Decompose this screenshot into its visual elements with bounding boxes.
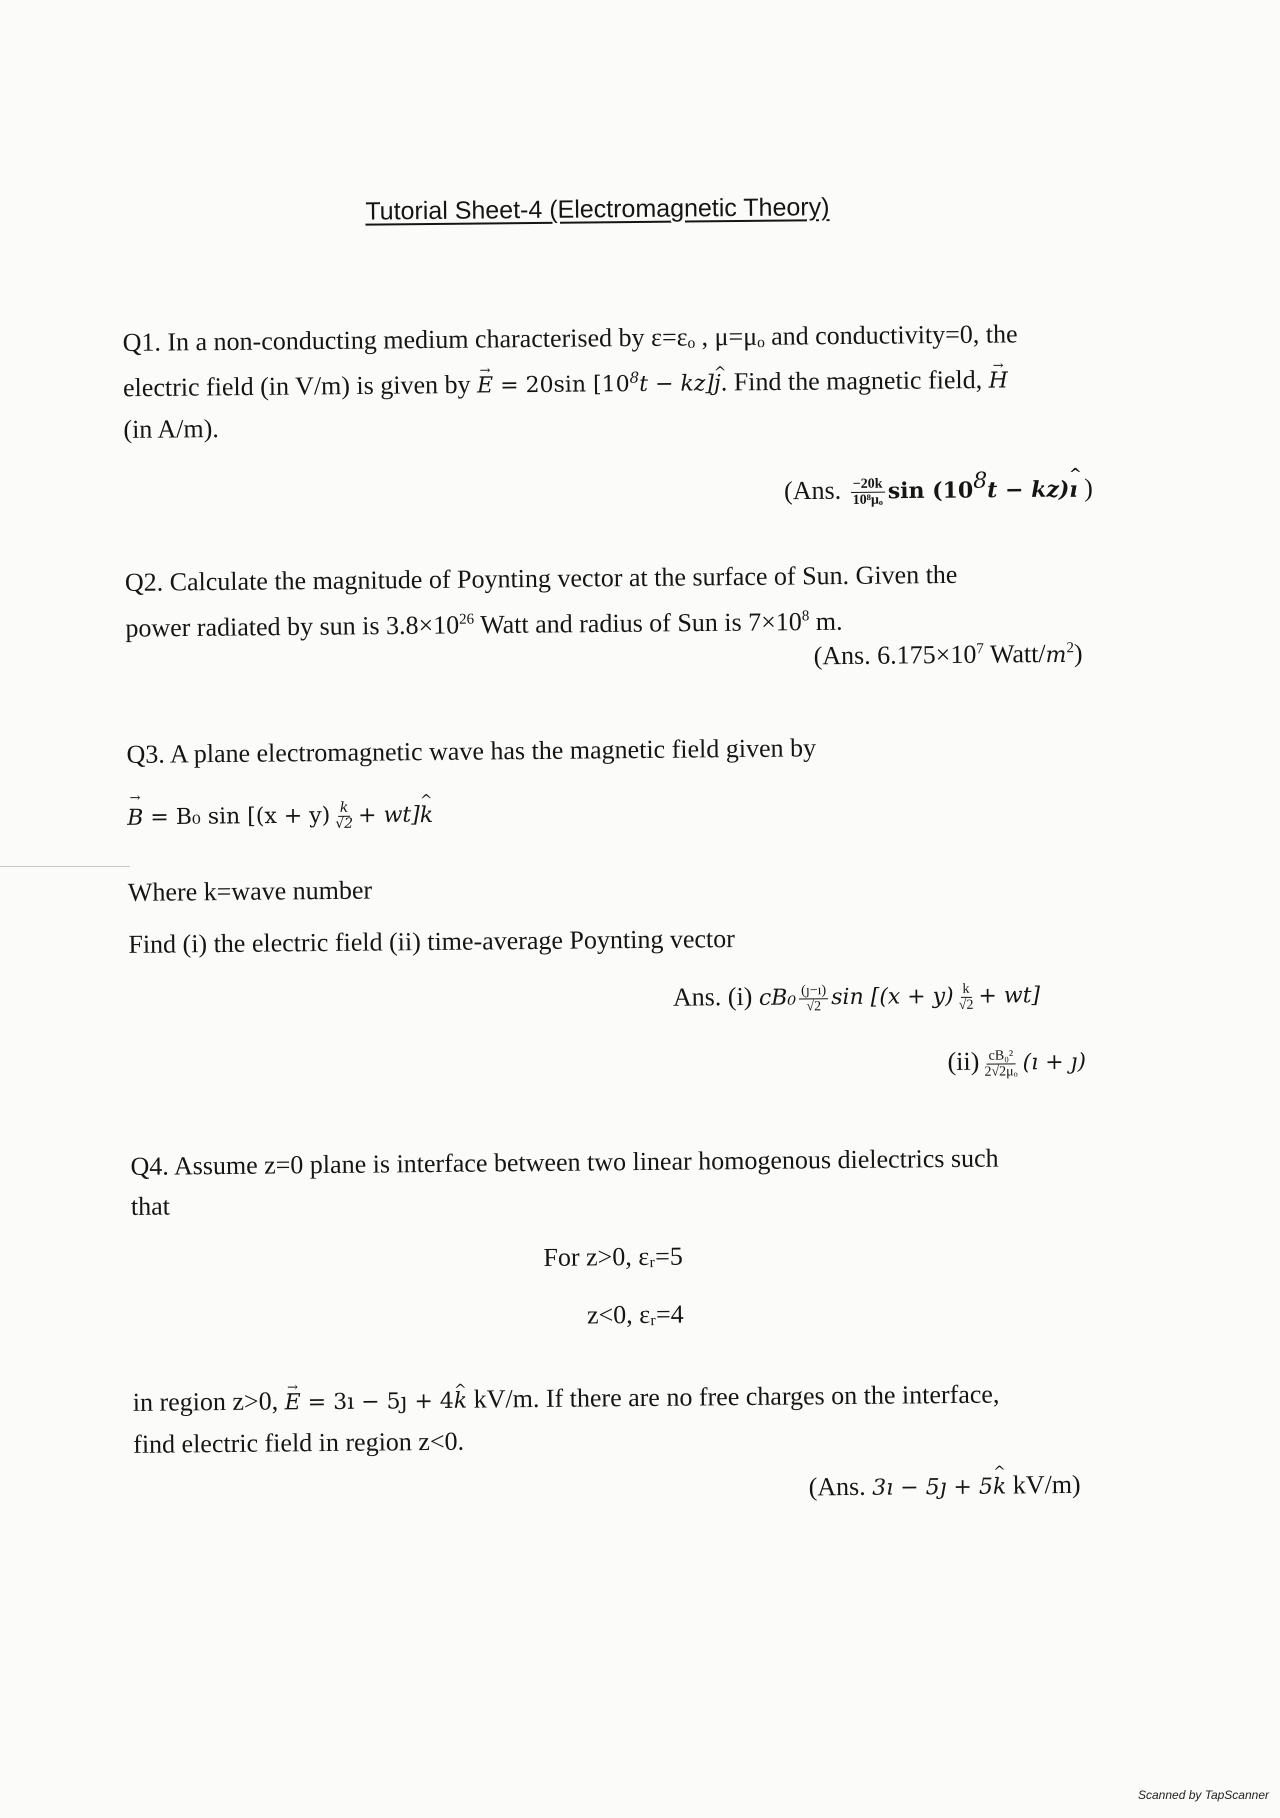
q2-answer: (Ans. $6.175\times 10^7$ Watt/$m^2$) (813, 638, 1083, 671)
q3-answer-2: (ii) $\frac{\text{cB₀²}}{\text{2√2μₒ}}$ (ı + ȷ) (947, 1046, 1087, 1080)
q2-line-2: power radiated by sun is $3.8\times 10^{26}$ Watt and radius of Sun is $7\times 10^8$ m. (125, 606, 843, 643)
question-3-line-1: Q3. A plane electromagnetic wave has the magnetic field given by (126, 733, 817, 769)
q1-line-2: electric field (in V/m) is given by → E = 20sin [$10^8t$ − kz]^ j. Find the magnetic field, → H (123, 353, 1123, 410)
question-1 (122, 313, 1123, 450)
q4-condition-2: z<0, εᵣ=4 (586, 1299, 684, 1330)
q4-answer: (Ans. 3ı − 5ȷ + 5^ k kV/m) (809, 1470, 1081, 1503)
q3-where: Where k=wave number (127, 875, 373, 907)
q4-line-1: Q4. Assume z=0 plane is interface between two linear homogenous dielectrics such (130, 1143, 999, 1181)
q4-line-3: in region z>0, → E = 3ı − 5ȷ + 4^ k kV/m. If there are no free charges on the interface, (133, 1373, 1153, 1425)
q4-line-2: that (130, 1191, 171, 1221)
page-title: Tutorial Sheet-4 (Electromagnetic Theory) (365, 193, 830, 226)
q1-line-3: (in A/m). (123, 414, 219, 445)
q1-line-1: Q1. In a non-conducting medium characterised by ε=εₒ , μ=μₒ and conductivity=0, the (122, 319, 1018, 357)
q1-answer: (Ans. $\frac{-20k}{\text{10⁸μₒ}}$ $\sin (10^8t$ − kz)^ ı ) (784, 468, 1093, 509)
q2-line-1: Q2. Calculate the magnitude of Poynting vector at the surface of Sun. Given the (124, 559, 958, 597)
q3-equation: → B = B₀ sin [(x + y) $\frac{k}{√2}$ + wt]^ k (127, 800, 433, 834)
scanner-watermark: Scanned by TapScanner (1138, 1788, 1269, 1802)
q4-condition-1: For z>0, εᵣ=5 (543, 1241, 683, 1272)
question-4 (130, 1137, 1131, 1227)
q4-line-4: find electric field in region z<0. (133, 1426, 465, 1459)
scan-edge-line (0, 866, 130, 867)
question-4-statement (133, 1373, 1154, 1465)
q3-answer-1: Ans. (i) cB₀ $\frac{(ȷ-ı)}{√2}$ sin [(x + y) $\frac{k}{√2}$ + wt] (672, 981, 1041, 1014)
question-2 (125, 553, 1126, 648)
q3-find: Find (i) the electric field (ii) time-average Poynting vector (128, 924, 735, 959)
